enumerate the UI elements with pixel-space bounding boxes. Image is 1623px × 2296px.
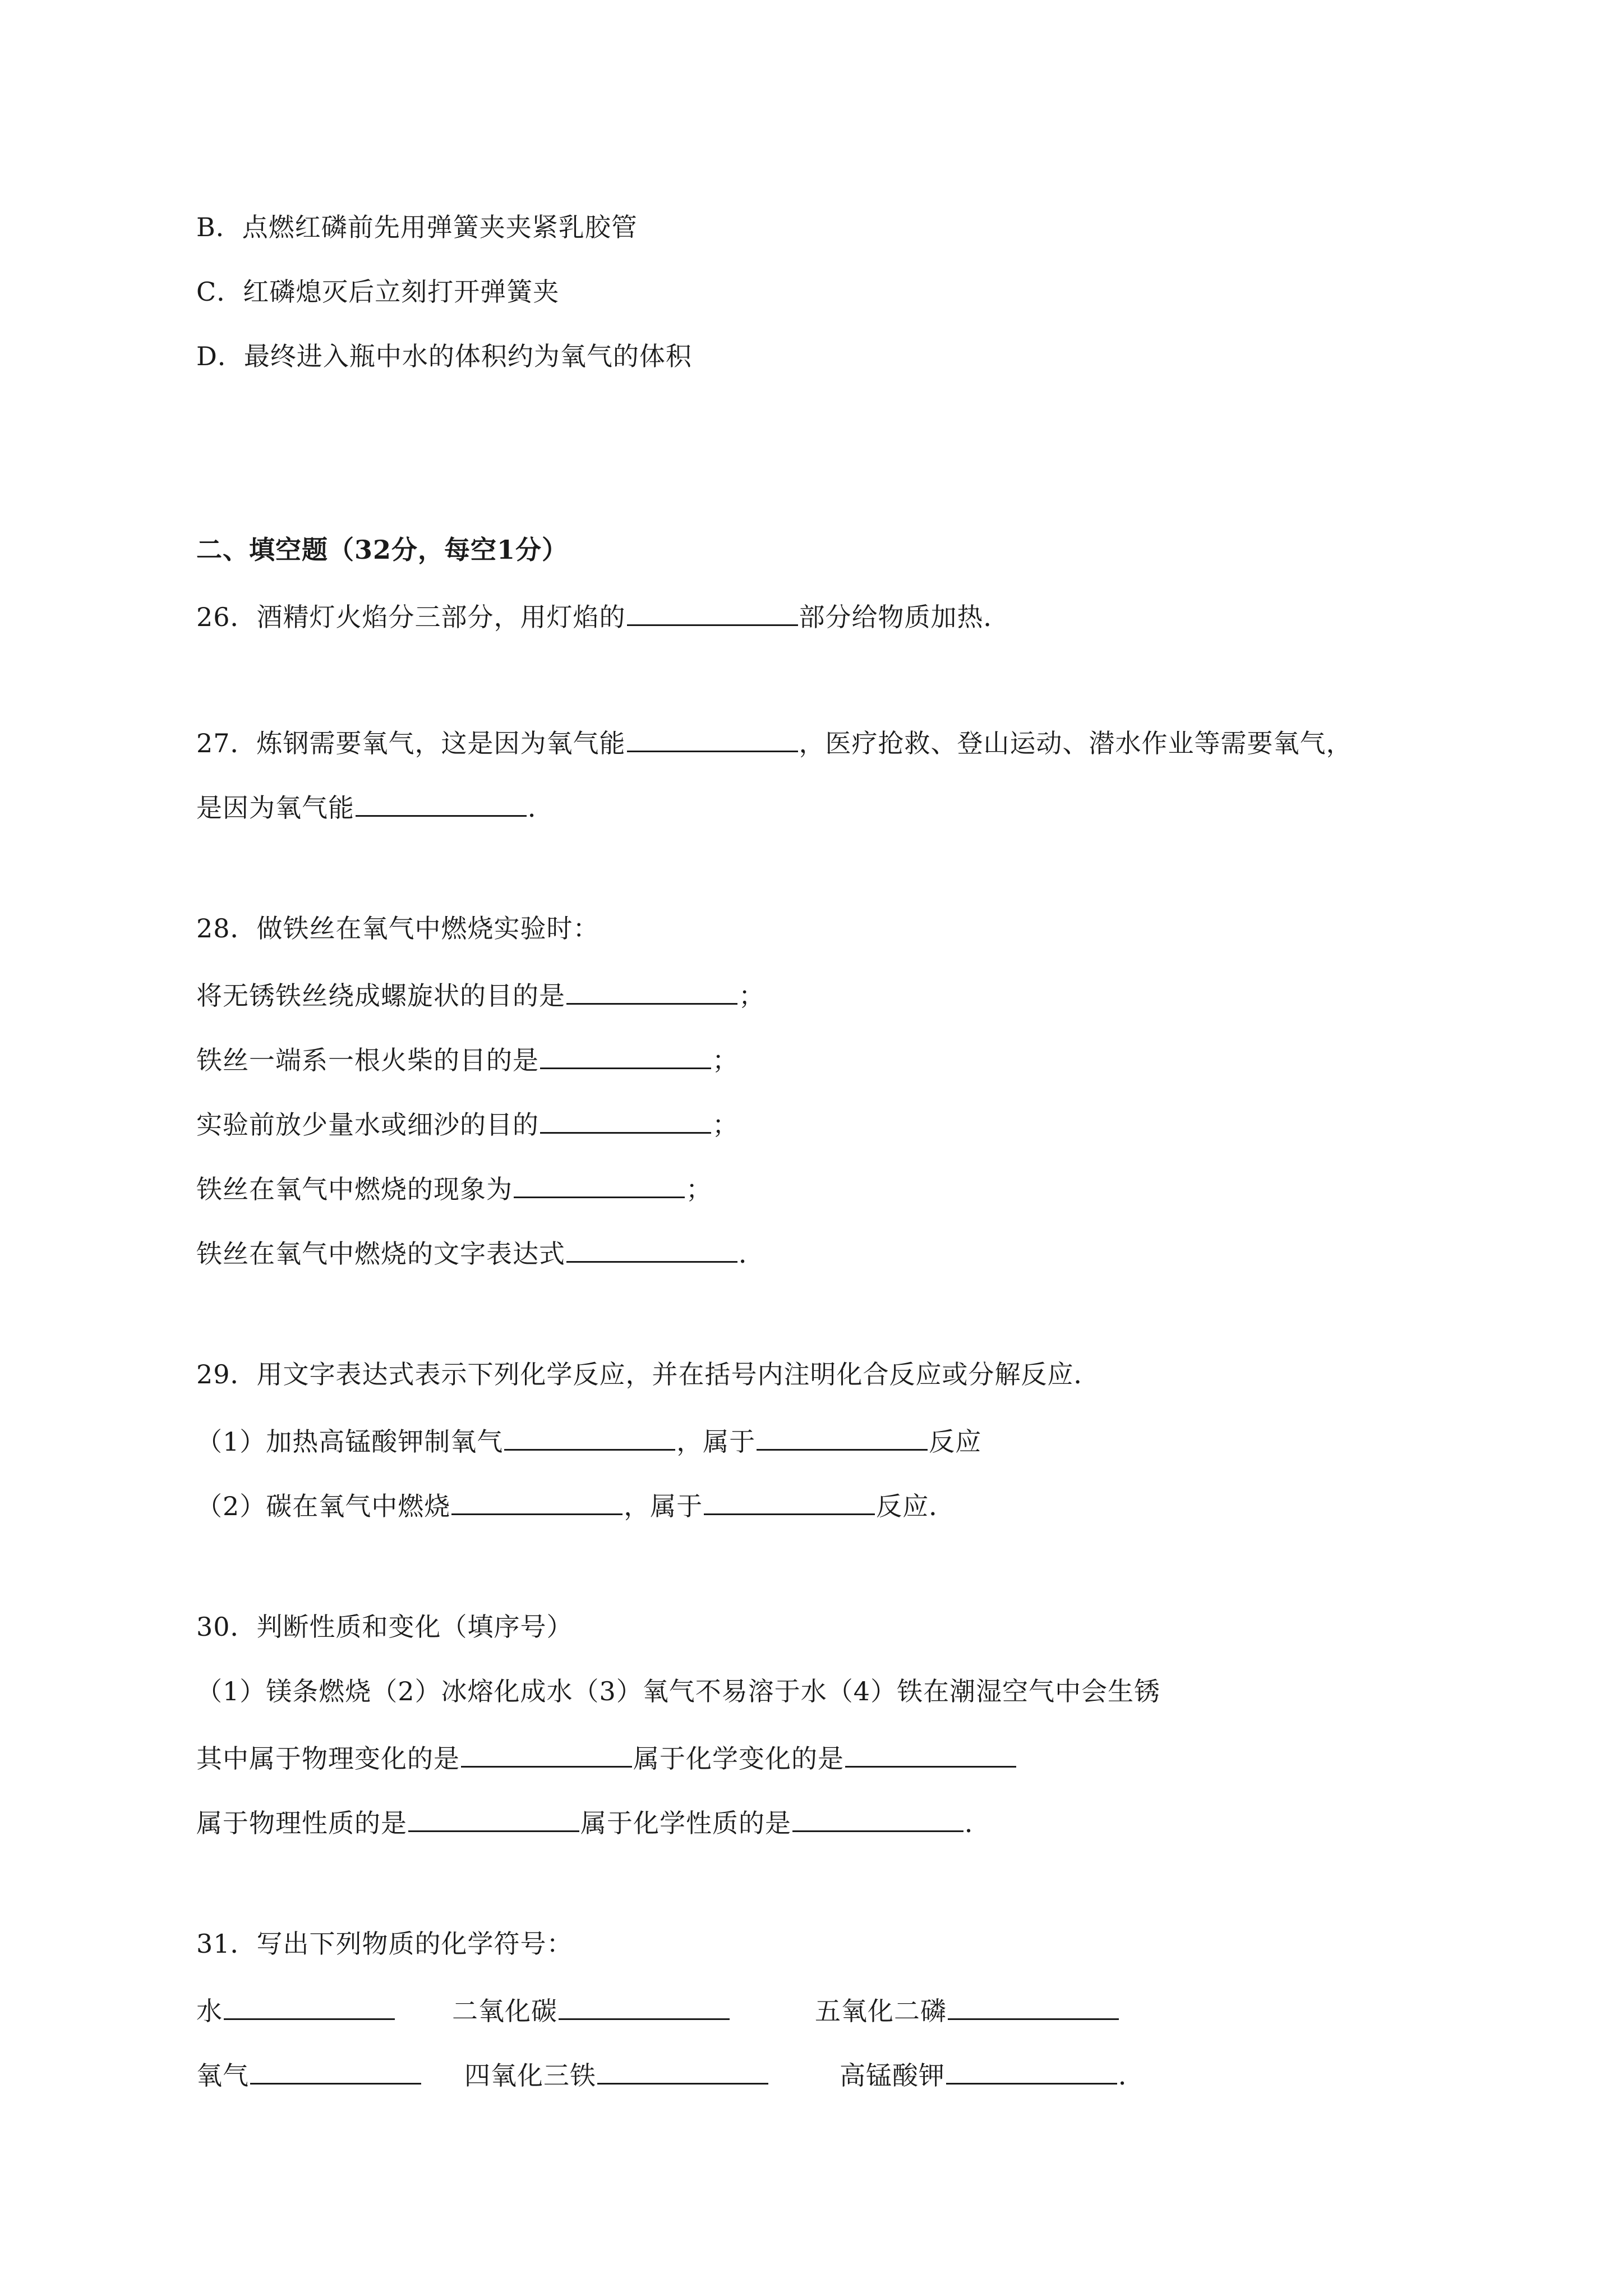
q31-o2: 氧气 bbox=[196, 2060, 249, 2091]
question-31-line-1 bbox=[196, 1991, 1120, 2028]
q28-period: ． bbox=[739, 1239, 765, 1269]
question-28-line-2 bbox=[196, 1041, 739, 1077]
q27-text-b: ，医疗抢救、登山运动、潜水作业等需要氧气， bbox=[799, 728, 1353, 758]
q28-text-5: 铁丝在氧气中燃烧的文字表达式 bbox=[196, 1239, 565, 1269]
section-heading: 二、填空题（32分，每空1分） bbox=[196, 535, 569, 565]
q28-text-2: 铁丝一端系一根火柴的目的是 bbox=[196, 1045, 539, 1075]
q31-period: ． bbox=[1118, 2060, 1145, 2091]
question-29-sub-2 bbox=[196, 1487, 955, 1523]
answer-blank[interactable] bbox=[627, 597, 798, 626]
q29-sub1-text: （1）加热高锰酸钾制氧气 bbox=[196, 1427, 504, 1457]
answer-blank[interactable] bbox=[461, 1739, 632, 1768]
q31-fe3o4: 四氧化三铁 bbox=[464, 2060, 596, 2091]
q30-phys-prop: 属于物理性质的是 bbox=[196, 1808, 407, 1838]
answer-blank[interactable] bbox=[224, 1991, 395, 2020]
q29-belong: ，属于 bbox=[624, 1491, 703, 1521]
answer-blank[interactable] bbox=[356, 788, 527, 817]
q30-phys-change: 其中属于物理变化的是 bbox=[196, 1743, 460, 1774]
option-d: D．最终进入瓶中水的体积约为氧气的体积 bbox=[196, 341, 692, 371]
question-27-line-1 bbox=[196, 724, 1353, 760]
q28-semicolon: ； bbox=[739, 981, 765, 1011]
answer-blank[interactable] bbox=[250, 2056, 421, 2085]
answer-blank[interactable] bbox=[540, 1105, 711, 1134]
q31-water: 水 bbox=[196, 1996, 223, 2026]
question-30-items: （1）镁条燃烧（2）冰熔化成水（3）氧气不易溶于水（4）铁在潮湿空气中会生锈 bbox=[196, 1676, 1161, 1706]
q29-sub1-end: 反应 bbox=[929, 1427, 982, 1457]
option-c: C．红磷熄灭后立刻打开弹簧夹 bbox=[196, 277, 560, 307]
question-28-line-1 bbox=[196, 976, 765, 1013]
q27-text-d: ． bbox=[528, 793, 554, 823]
question-28-line-3 bbox=[196, 1105, 739, 1142]
option-b: B．点燃红磷前先用弹簧夹夹紧乳胶管 bbox=[196, 212, 638, 242]
question-31-line-2 bbox=[196, 2056, 1145, 2092]
q28-semicolon: ； bbox=[712, 1110, 739, 1140]
q27-text-a: 27．炼钢需要氧气，这是因为氧气能 bbox=[196, 728, 626, 758]
q26-text-a: 26．酒精灯火焰分三部分，用灯焰的 bbox=[196, 602, 626, 632]
q29-belong: ，属于 bbox=[676, 1427, 756, 1457]
q28-text-3: 实验前放少量水或细沙的目的 bbox=[196, 1110, 539, 1140]
answer-blank[interactable] bbox=[792, 1803, 963, 1832]
q29-sub2-end: 反应． bbox=[876, 1491, 956, 1521]
question-26 bbox=[196, 597, 1010, 634]
q26-text-b: 部分给物质加热． bbox=[799, 602, 1010, 632]
answer-blank[interactable] bbox=[540, 1041, 711, 1069]
answer-blank[interactable] bbox=[757, 1422, 928, 1451]
question-28-line-4 bbox=[196, 1170, 712, 1206]
answer-blank[interactable] bbox=[946, 2056, 1117, 2085]
q28-semicolon: ； bbox=[686, 1174, 712, 1204]
question-30-line-2 bbox=[196, 1803, 991, 1840]
answer-blank[interactable] bbox=[408, 1803, 579, 1832]
q28-text-1: 将无锈铁丝绕成螺旋状的目的是 bbox=[196, 981, 565, 1011]
answer-blank[interactable] bbox=[566, 1234, 737, 1263]
question-27-line-2 bbox=[196, 788, 554, 825]
question-28-title: 28．做铁丝在氧气中燃烧实验时： bbox=[196, 913, 600, 944]
q30-period: ． bbox=[965, 1808, 991, 1838]
question-29-sub-1 bbox=[196, 1422, 981, 1458]
q30-chem-prop: 属于化学性质的是 bbox=[580, 1808, 791, 1838]
q29-sub2-text: （2）碳在氧气中燃烧 bbox=[196, 1491, 451, 1521]
answer-blank[interactable] bbox=[627, 724, 798, 752]
question-29-title: 29．用文字表达式表示下列化学反应，并在括号内注明化合反应或分解反应． bbox=[196, 1359, 1100, 1389]
q31-co2: 二氧化碳 bbox=[452, 1996, 557, 2026]
q27-text-c: 是因为氧气能 bbox=[196, 793, 354, 823]
q30-chem-change: 属于化学变化的是 bbox=[633, 1743, 844, 1774]
answer-blank[interactable] bbox=[948, 1991, 1119, 2020]
q28-semicolon: ； bbox=[712, 1045, 739, 1075]
question-30-title: 30．判断性质和变化（填序号） bbox=[196, 1612, 573, 1642]
q31-kmno4: 高锰酸钾 bbox=[840, 2060, 945, 2091]
answer-blank[interactable] bbox=[566, 976, 737, 1005]
question-30-line-1 bbox=[196, 1739, 1017, 1775]
q28-text-4: 铁丝在氧气中燃烧的现象为 bbox=[196, 1174, 513, 1204]
question-28-line-5 bbox=[196, 1234, 765, 1271]
answer-blank[interactable] bbox=[451, 1487, 623, 1515]
answer-blank[interactable] bbox=[504, 1422, 675, 1451]
answer-blank[interactable] bbox=[845, 1739, 1016, 1768]
answer-blank[interactable] bbox=[597, 2056, 768, 2085]
question-31-title: 31．写出下列物质的化学符号： bbox=[196, 1929, 573, 1959]
answer-blank[interactable] bbox=[704, 1487, 875, 1515]
answer-blank[interactable] bbox=[514, 1170, 685, 1198]
q31-p2o5: 五氧化二磷 bbox=[815, 1996, 947, 2026]
answer-blank[interactable] bbox=[559, 1991, 730, 2020]
